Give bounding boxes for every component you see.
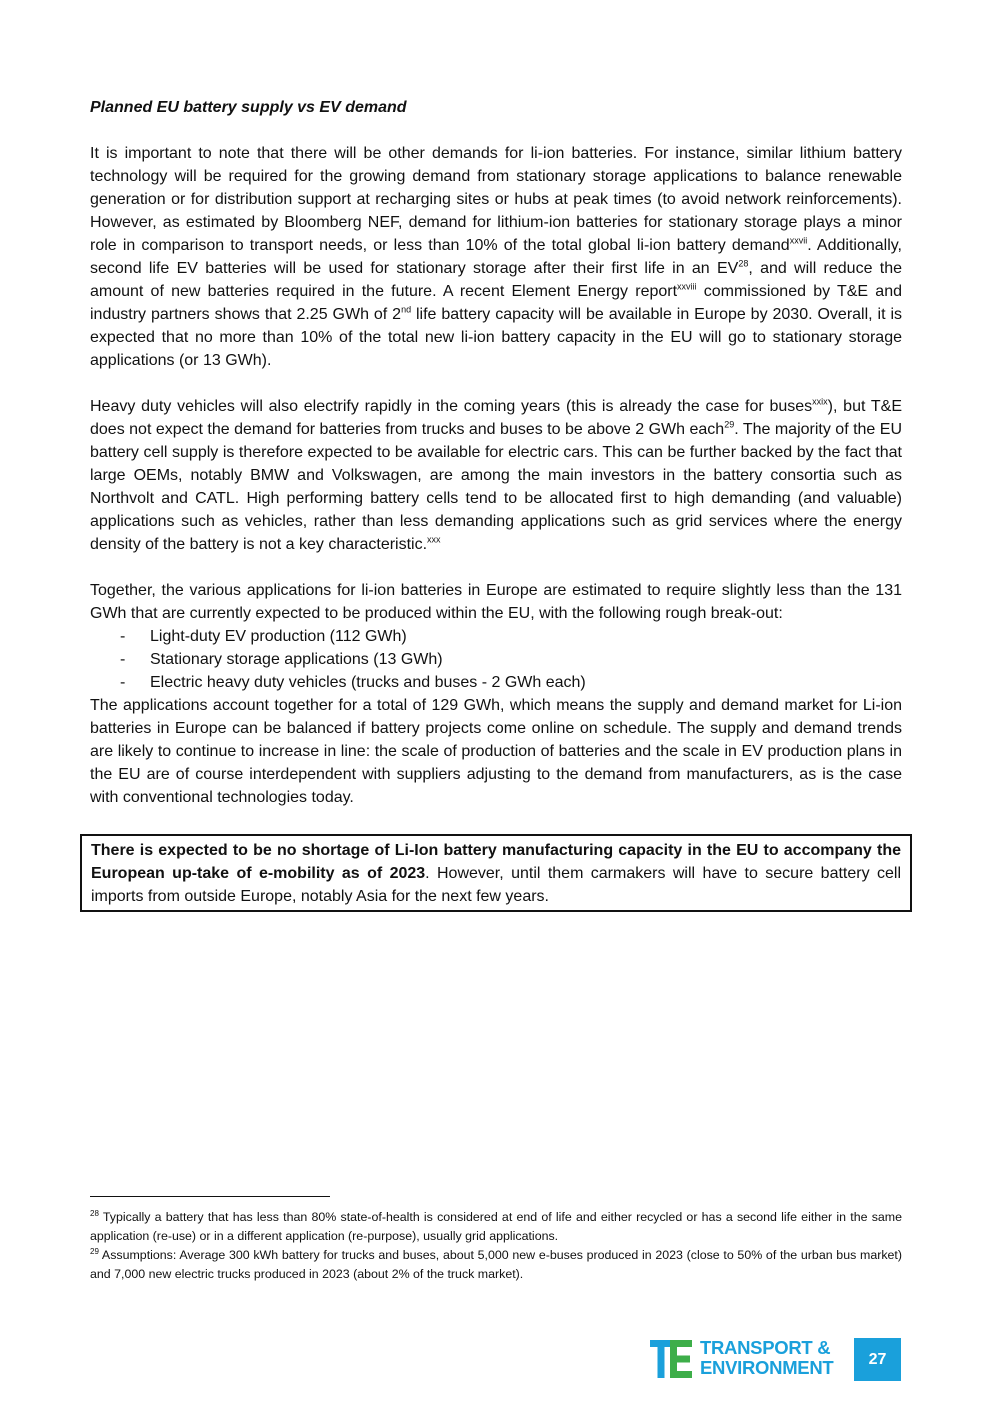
key-finding-box	[80, 834, 912, 912]
footnote-number: 29	[90, 1246, 99, 1256]
logo-line-1: TRANSPORT &	[700, 1337, 831, 1358]
endnote-ref: xxix	[812, 396, 828, 407]
paragraph-total: The applications account together for a total of 129 GWh, which means the supply and demand market for Li-ion batteries in Europe can be balanced if battery projects come online on schedule. The supply and demand trends are likely to continue to increase in line: the scale of production of batteries and the scale in EV production plans in the EU are of course interdependent with suppliers adjusting to the demand from manufacturers, as is the case with conventional technologies today.	[90, 697, 902, 806]
footnote-divider	[90, 1196, 330, 1197]
footnote-ref-29: 29	[724, 419, 735, 430]
paragraph-applications: Together, the various applications for li-ion batteries in Europe are estimated to require slightly less than the 131 GWh that are currently expected to be produced within the EU, with the following rough break-out:	[90, 582, 902, 622]
footnote-number: 28	[90, 1208, 99, 1218]
te-logo-icon	[650, 1340, 692, 1378]
key-finding-bold: There is expected to be no shortage of Li-Ion battery manufacturing capacity in the EU to accompany the European up-take of e-mobility as of 2023	[91, 842, 901, 882]
ordinal-suffix: nd	[401, 304, 412, 315]
footnote-ref-28: 28	[738, 258, 749, 269]
endnote-ref: xxx	[427, 534, 441, 545]
footnotes	[90, 1208, 902, 1284]
logo-line-2: ENVIRONMENT	[700, 1357, 834, 1378]
paragraph-stationary-storage: It is important to note that there will be other demands for li-ion batteries. For instance, similar lithium battery technology will be required for the growing demand from stationary storage applications to balance renewable generation or for distribution support at recharging sites or hubs at peak times (to avoid network reinforcements). However, as estimated by Bloomberg NEF, demand for lithium-ion batteries for stationary storage plays a minor role in comparison to transport needs, or less than 10% of the total global li-ion battery demand$^{xxvii}$. Additionally, second life EV batteries will be used for stationary storage after their first life in an EV$^{28}$, and will reduce the amount of new batteries required in the future. A recent Element Energy report$^{xxviii}$ commissioned by T&E and industry partners shows that 2.25 GWh of 2nd life battery capacity will be available in Europe by 2030. Overall, it is expected that no more than 10% of the total new li-ion battery capacity in the EU will go to stationary storage applications (or 13 GWh).	[90, 145, 903, 369]
footnote-28: $^{28}$ Typically a battery that has less than 80% state-of-health is considered at end of life and either recycled or has a second life either in the same application (re-use) or in a different application (re-purpose), usually grid applications.	[90, 1208, 902, 1243]
list-item: - Electric heavy duty vehicles (trucks and buses - 2 GWh each)	[120, 671, 902, 694]
endnote-ref: xxvii	[789, 235, 808, 246]
page-body	[90, 96, 902, 809]
breakout-list	[90, 625, 902, 694]
page-number: 27	[854, 1338, 901, 1381]
list-item: - Stationary storage applications (13 GWh)	[120, 648, 902, 671]
list-item: - Light-duty EV production (112 GWh)	[120, 625, 902, 648]
te-logo	[650, 1338, 850, 1380]
section-heading: Planned EU battery supply vs EV demand	[90, 99, 407, 116]
paragraph-heavy-duty: Heavy duty vehicles will also electrify rapidly in the coming years (this is already the case for buses$^{xxix}$), but T&E does not expect the demand for batteries from trucks and buses to be above 2 GWh each$^{29}$. The majority of the EU battery cell supply is therefore expected to be available for electric cars. This can be further backed by the fact that large OEMs, notably BMW and Volkswagen, are among the main investors in the battery consortia such as Northvolt and CATL. High performing battery cells tend to be allocated first to high demanding (and valuable) applications such as vehicles, rather than less demanding applications such as grid services where the energy density of the battery is not a key characteristic.$^{xxx}$	[90, 396, 903, 553]
key-finding-rest: . However, until them carmakers will have to secure battery cell imports from outside Europe, notably Asia for the next few years.	[91, 865, 901, 905]
footnote-29: $^{29}$ Assumptions: Average 300 kWh battery for trucks and buses, about 5,000 new e-buses produced in 2023 (close to 50% of the urban bus market) and 7,000 new electric trucks produced in 2023 (about 2% of the truck market).	[90, 1246, 902, 1281]
endnote-ref: xxviii	[677, 281, 697, 292]
